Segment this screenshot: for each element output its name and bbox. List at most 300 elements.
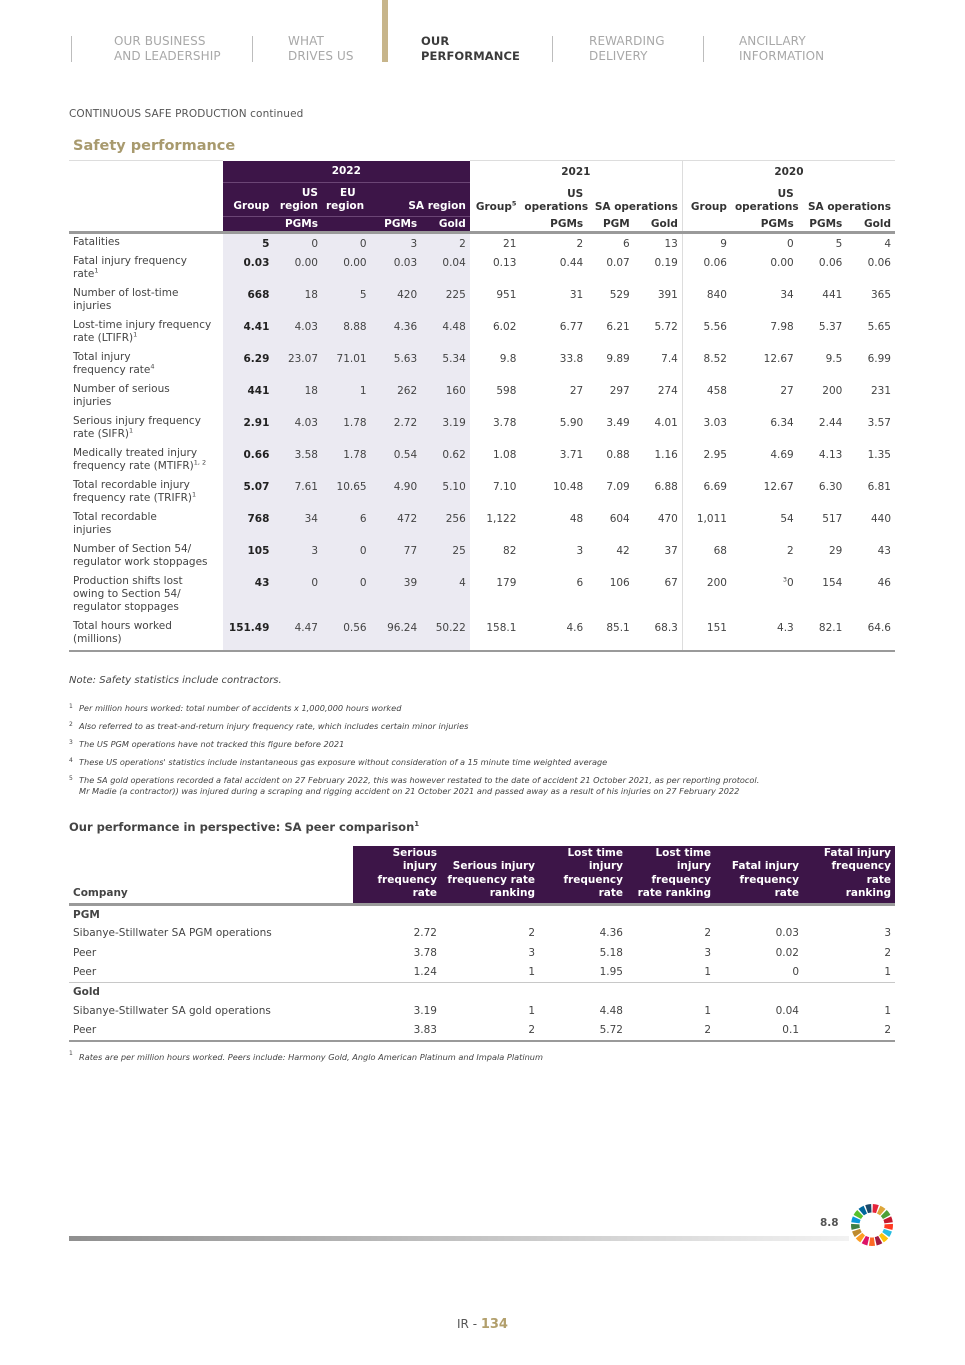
value-cell: 9 [682, 233, 731, 254]
value-cell: 200 [682, 573, 731, 618]
value-cell: 18 [273, 285, 322, 317]
value-cell: 1.78 [322, 445, 371, 477]
value-cell: 0 [273, 573, 322, 618]
value-cell: 1 [528, 1005, 535, 1018]
value-cell: 365 [870, 289, 891, 301]
nav-label: PERFORMANCE [421, 49, 520, 63]
value-cell: 2 [627, 1021, 715, 1041]
value-cell: 5 [223, 233, 274, 254]
nav-label: DRIVES US [288, 49, 354, 63]
value-cell: 68.3 [634, 618, 683, 651]
value-cell: 3.71 [559, 449, 584, 461]
value-cell: 2 [441, 1021, 539, 1041]
peer-col-header: Lost time injury frequency rate [539, 846, 627, 904]
value-cell: 5.72 [539, 1021, 627, 1041]
value-cell: 12.67 [763, 353, 794, 365]
value-cell: 7.09 [606, 481, 630, 493]
value-cell: 42 [616, 545, 630, 557]
company-name: Sibanye-Stillwater SA gold operations [73, 1005, 271, 1018]
value-cell: 0.03 [371, 253, 422, 285]
value-cell: 0.06 [818, 257, 843, 269]
col-header: US region [273, 183, 322, 217]
value-cell: 3 [576, 545, 584, 557]
value-cell: 10.65 [322, 477, 371, 509]
col-header: Group [223, 183, 274, 217]
table-row [69, 618, 895, 651]
value-cell: 5.56 [682, 317, 731, 349]
value-cell: 5.07 [223, 477, 274, 509]
value-cell: 0.07 [606, 257, 630, 269]
value-cell: 77 [371, 541, 422, 573]
row-label: Medically treated injury frequency rate (MTIFR)$^{1, 2}$ [73, 447, 207, 472]
value-cell: 4.03 [273, 413, 322, 445]
value-cell: 6 [322, 509, 371, 541]
peer-col-header: Fatal injury frequency rate ranking [803, 846, 895, 904]
table-row [69, 477, 895, 509]
value-cell: 2 [704, 927, 711, 940]
table-row [69, 445, 895, 477]
value-cell: 6.02 [493, 321, 517, 333]
value-cell: 0 [322, 233, 371, 254]
footnote: 3 The US PGM operations have not tracked this figure before 2021 [69, 739, 345, 749]
value-cell: 440 [870, 513, 891, 525]
value-cell: 4.48 [599, 1005, 623, 1018]
nav-label: OUR [421, 34, 450, 48]
value-cell: 6.34 [770, 417, 794, 429]
value-cell: 6.29 [223, 349, 274, 381]
value-cell: 31 [569, 289, 584, 301]
peer-col-header: Lost time injury frequency rate ranking [627, 846, 715, 904]
value-cell: 0.44 [559, 257, 584, 269]
nav-active-indicator [382, 0, 388, 62]
value-cell: 54 [780, 513, 794, 525]
value-cell: 4.48 [421, 317, 470, 349]
value-cell: 21 [503, 238, 517, 250]
value-cell: 2.44 [818, 417, 843, 429]
row-label: Fatal injury frequency rate$^1$ [73, 255, 187, 280]
company-name: Peer [73, 946, 97, 959]
value-cell: 50.22 [421, 618, 470, 651]
col-header: US operations [734, 187, 799, 213]
col-header: SA operations [807, 200, 891, 213]
col-header: Group [682, 183, 731, 217]
value-cell: 0.66 [223, 445, 274, 477]
value-cell: 106 [609, 577, 630, 589]
table-row [69, 1021, 895, 1041]
value-cell: 200 [822, 385, 843, 397]
col-header: SA operations [594, 200, 678, 213]
table-row [69, 285, 895, 317]
value-cell: 43 [223, 573, 274, 618]
value-cell: 5.18 [599, 946, 623, 959]
value-cell: 68 [682, 541, 731, 573]
value-cell: 420 [371, 285, 422, 317]
value-cell: 231 [870, 385, 891, 397]
value-cell: 67 [664, 577, 678, 589]
value-cell: 4.03 [273, 317, 322, 349]
value-cell: 1.24 [353, 963, 441, 983]
value-cell: 160 [421, 381, 470, 413]
value-cell: 82 [503, 545, 517, 557]
peer-table-body [69, 904, 895, 1041]
value-cell: 9.8 [499, 353, 517, 365]
value-cell: 5.63 [371, 349, 422, 381]
row-label: Serious injury frequency rate (SIFR)$^1$ [73, 415, 201, 440]
table-row [69, 233, 895, 254]
value-cell: 2.72 [413, 927, 437, 940]
value-cell: 27 [569, 385, 584, 397]
peer-comparison-title: Our performance in perspective: SA peer comparison$^1$ [69, 820, 420, 834]
value-cell: 2 [803, 1021, 895, 1041]
value-cell: 6.69 [682, 477, 731, 509]
table-row [69, 413, 895, 445]
page-number: IR - 134 [457, 1317, 508, 1332]
value-cell: 179 [496, 577, 517, 589]
peer-group-row [69, 904, 895, 924]
col-header: Group$^5$ [475, 199, 517, 213]
value-cell: 225 [421, 285, 470, 317]
footnote: 2 Also referred to as treat-and-return injury frequency rate, which includes certain minor injuries [69, 721, 469, 731]
nav-divider [71, 36, 72, 62]
column-header-row [69, 183, 895, 217]
peer-header-row [69, 846, 895, 904]
value-cell: 64.6 [846, 618, 895, 651]
nav-label: WHAT [288, 34, 324, 48]
value-cell: 2.72 [371, 413, 422, 445]
nav-ancillary-information[interactable] [739, 34, 824, 64]
row-label: Fatalities [73, 236, 120, 248]
footnote: 1 Per million hours worked: total number of accidents x 1,000,000 hours worked [69, 703, 402, 713]
value-cell: 39 [371, 573, 422, 618]
row-label: Number of serious injuries [73, 383, 170, 408]
value-cell: 0 [273, 233, 322, 254]
value-cell: 3.83 [353, 1021, 441, 1041]
value-cell: 256 [421, 509, 470, 541]
value-cell: 27 [780, 385, 794, 397]
row-label: Total hours worked (millions) [69, 618, 223, 651]
value-cell: 3.58 [273, 445, 322, 477]
value-cell: 0.00 [273, 253, 322, 285]
value-cell: 2.95 [682, 445, 731, 477]
safety-table-body [69, 233, 895, 652]
value-cell: 13 [664, 238, 678, 250]
value-cell: 154 [822, 577, 843, 589]
value-cell: 2 [884, 946, 891, 959]
value-cell: 48 [569, 513, 584, 525]
value-cell: 7.61 [273, 477, 322, 509]
col-header: SA region [371, 183, 470, 217]
value-cell: 391 [657, 289, 678, 301]
value-cell: 441 [822, 289, 843, 301]
row-label: Total injury frequency rate$^4$ [73, 351, 155, 376]
value-cell: 1 [803, 963, 895, 983]
table-row [69, 1002, 895, 1022]
value-cell: 3 [273, 541, 322, 573]
value-cell: 6.99 [867, 353, 891, 365]
value-cell: 9.89 [606, 353, 630, 365]
value-cell: 4 [884, 238, 891, 250]
value-cell: 5.10 [421, 477, 470, 509]
value-cell: 43 [877, 545, 891, 557]
value-cell: 2 [576, 238, 584, 250]
value-cell: 12.67 [763, 481, 794, 493]
value-cell: 25 [421, 541, 470, 573]
value-cell: 4 [421, 573, 470, 618]
value-cell: 0.03 [775, 927, 799, 940]
value-cell: 4.01 [654, 417, 678, 429]
value-cell: 1.08 [493, 449, 517, 461]
value-cell: 46 [877, 577, 891, 589]
footer-divider [69, 1236, 849, 1241]
value-cell: 3.57 [867, 417, 891, 429]
value-cell: 4.3 [731, 618, 798, 651]
table-row [69, 509, 895, 541]
value-cell: 6.88 [654, 481, 678, 493]
col-header: US operations [524, 187, 589, 213]
value-cell: 262 [371, 381, 422, 413]
value-cell: 3 [884, 927, 891, 940]
value-cell: 0.54 [371, 445, 422, 477]
nav-label: REWARDING [589, 34, 665, 48]
value-cell: 8.88 [322, 317, 371, 349]
row-label: Lost-time injury frequency rate (LTIFR)$^1$ [73, 319, 212, 344]
value-cell: 470 [657, 513, 678, 525]
value-cell: 2.91 [223, 413, 274, 445]
value-cell: 37 [664, 545, 678, 557]
peer-group-label: PGM [73, 908, 100, 921]
value-cell: 529 [609, 289, 630, 301]
company-name: Sibanye-Stillwater SA PGM operations [73, 927, 272, 940]
row-label: Total recordable injuries [73, 511, 157, 536]
value-cell: 33.8 [559, 353, 584, 365]
value-cell: 0.06 [682, 253, 731, 285]
nav-label: INFORMATION [739, 49, 825, 63]
value-cell: 0.02 [775, 946, 799, 959]
value-cell: 82.1 [798, 618, 847, 651]
value-cell: 105 [223, 541, 274, 573]
nav-label: ANCILLARY [739, 34, 806, 48]
year-2020: 2020 [682, 161, 895, 183]
company-name: Peer [69, 963, 353, 983]
value-cell: 1.78 [322, 413, 371, 445]
value-cell: 3.03 [682, 413, 731, 445]
peer-comparison-table [69, 846, 895, 1042]
sdg-target-label: 8.8 [820, 1217, 839, 1229]
value-cell: 0.62 [421, 445, 470, 477]
value-cell: 34 [780, 289, 794, 301]
peer-col-header: Fatal injury frequency rate [715, 846, 803, 904]
year-2022: 2022 [223, 161, 470, 183]
value-cell: 4.69 [770, 449, 794, 461]
value-cell: 7.10 [493, 481, 517, 493]
value-cell: 0.04 [775, 1005, 799, 1018]
nav-label: AND LEADERSHIP [114, 49, 221, 63]
peer-footnote: 1 Rates are per million hours worked. Peers include: Harmony Gold, Anglo American Platinum and Impala Platinum [69, 1050, 543, 1062]
row-label: Number of lost-time injuries [73, 287, 179, 312]
value-cell: 0.03 [223, 253, 274, 285]
value-cell: 0 [787, 238, 794, 250]
section-title: Safety performance [73, 138, 236, 154]
value-cell: 23.07 [273, 349, 322, 381]
nav-label: DELIVERY [589, 49, 648, 63]
footnote: 5 The SA gold operations recorded a fatal accident on 27 February 2022, this was however restated to the date of accident 21 October 2021, as per reporting protocol. Mr Madie (a contractor)) was injured during a scraping and rigging accident on 21 October 2021 and passed away as a result of his injuries on 27 February 2022 [69, 775, 760, 796]
value-cell: 604 [609, 513, 630, 525]
value-cell: 2 [787, 545, 794, 557]
value-cell: 5.72 [654, 321, 678, 333]
value-cell: 3 [371, 233, 422, 254]
value-cell: 668 [223, 285, 274, 317]
table-row [69, 317, 895, 349]
value-cell: 1,011 [682, 509, 731, 541]
value-cell: 0.88 [606, 449, 630, 461]
value-cell: 7.4 [661, 353, 678, 365]
safety-performance-table [69, 160, 895, 652]
value-cell: 151.49 [223, 618, 274, 651]
value-cell: 3 [704, 946, 711, 959]
row-label: Production shifts lost owing to Section 54/ regulator stoppages [73, 575, 183, 613]
value-cell: 4.13 [818, 449, 843, 461]
peer-group-label: Gold [73, 986, 100, 998]
value-cell: 458 [682, 381, 731, 413]
value-cell: 96.24 [371, 618, 422, 651]
value-cell: 0 [322, 573, 371, 618]
section-kicker: CONTINUOUS SAFE PRODUCTION continued [69, 108, 304, 120]
value-cell: 6.77 [559, 321, 584, 333]
row-label: Number of Section 54/ regulator work stoppages [73, 543, 208, 568]
nav-divider [252, 36, 253, 62]
sub-header-row: PGMs PGMs Gold PGMs PGM Gold PGMs PGMs Gold [69, 217, 895, 233]
value-cell: 5.37 [818, 321, 843, 333]
value-cell: 6 [576, 577, 584, 589]
value-cell: 4.47 [273, 618, 322, 651]
value-cell: 840 [682, 285, 731, 317]
value-cell: 18 [273, 381, 322, 413]
value-cell: 0.13 [493, 257, 517, 269]
table-note: Note: Safety statistics include contractors. [69, 675, 282, 686]
value-cell: 7.98 [770, 321, 794, 333]
value-cell: 1 [322, 381, 371, 413]
top-navigation [0, 0, 965, 80]
value-cell: 4.36 [371, 317, 422, 349]
value-cell: 9.5 [825, 353, 843, 365]
value-cell: 34 [273, 509, 322, 541]
value-cell: 1 [704, 1005, 711, 1018]
value-cell: 1 [627, 963, 715, 983]
value-cell: 517 [822, 513, 843, 525]
col-header: EU region [322, 183, 371, 217]
value-cell: 3.78 [413, 946, 437, 959]
value-cell: 5 [322, 285, 371, 317]
value-cell: 6.30 [818, 481, 843, 493]
value-cell: 1 [441, 963, 539, 983]
value-cell: 2 [528, 927, 535, 940]
value-cell: 0.1 [715, 1021, 803, 1041]
value-cell: 4.41 [223, 317, 274, 349]
peer-group-row [69, 982, 895, 1002]
table-row [69, 349, 895, 381]
value-cell: 768 [223, 509, 274, 541]
value-cell: 4.36 [599, 927, 623, 940]
table-row [69, 963, 895, 983]
table-row [69, 541, 895, 573]
footnotes [69, 703, 899, 804]
value-cell: 151 [682, 618, 731, 651]
peer-col-header: Serious injury frequency rate [353, 846, 441, 904]
value-cell: 0.04 [421, 253, 470, 285]
peer-col-header: Serious injury frequency rate ranking [441, 846, 539, 904]
table-row [69, 943, 895, 963]
value-cell: 158.1 [470, 618, 521, 651]
value-cell: 0 [322, 541, 371, 573]
value-cell: 0.00 [322, 253, 371, 285]
value-cell: 3.49 [606, 417, 630, 429]
value-cell: 3 [528, 946, 535, 959]
year-header-row [69, 161, 895, 183]
value-cell: 10.48 [553, 481, 584, 493]
value-cell: 2 [421, 233, 470, 254]
value-cell: 71.01 [322, 349, 371, 381]
value-cell: 4.90 [371, 477, 422, 509]
value-cell: 5 [835, 238, 843, 250]
value-cell: 0.06 [867, 257, 891, 269]
value-cell: 3.78 [493, 417, 517, 429]
value-cell: 0.19 [654, 257, 678, 269]
value-cell: 6.21 [606, 321, 630, 333]
value-cell: 0.56 [322, 618, 371, 651]
value-cell: 29 [828, 545, 843, 557]
value-cell: 1.95 [539, 963, 627, 983]
value-cell: $^3$0 [782, 575, 794, 589]
nav-what-drives-us[interactable] [288, 34, 354, 64]
value-cell: 598 [496, 385, 517, 397]
row-label: Total recordable injury frequency rate (TRIFR)$^1$ [73, 479, 197, 504]
value-cell: 441 [223, 381, 274, 413]
nav-our-business[interactable] [114, 34, 221, 64]
value-cell: 8.52 [682, 349, 731, 381]
nav-our-performance[interactable] [421, 34, 520, 64]
value-cell: 6 [623, 238, 630, 250]
value-cell: 5.34 [421, 349, 470, 381]
value-cell: 4.6 [520, 618, 587, 651]
value-cell: 297 [609, 385, 630, 397]
value-cell: 1.35 [867, 449, 891, 461]
sdg-wheel-icon [850, 1203, 894, 1247]
table-row [69, 573, 895, 618]
value-cell: 472 [371, 509, 422, 541]
company-name: Peer [69, 1021, 353, 1041]
value-cell: 951 [496, 289, 517, 301]
table-row [69, 381, 895, 413]
value-cell: 85.1 [587, 618, 634, 651]
peer-col-header: Company [69, 846, 353, 904]
table-row [69, 253, 895, 285]
table-row [69, 924, 895, 944]
nav-rewarding-delivery[interactable] [589, 34, 665, 64]
value-cell: 1,122 [486, 513, 517, 525]
value-cell: 5.65 [867, 321, 891, 333]
value-cell: 3.19 [413, 1005, 437, 1018]
value-cell: 1.16 [654, 449, 678, 461]
value-cell: 3.19 [421, 413, 470, 445]
value-cell: 6.81 [867, 481, 891, 493]
nav-divider [552, 36, 553, 62]
year-2021: 2021 [470, 161, 683, 183]
value-cell: 5.90 [559, 417, 584, 429]
footnote: 4 These US operations' statistics include instantaneous gas exposure without consideration of a 15 minute time weighted average [69, 757, 608, 767]
value-cell: 0.00 [770, 257, 794, 269]
value-cell: 274 [657, 385, 678, 397]
value-cell: 0 [715, 963, 803, 983]
